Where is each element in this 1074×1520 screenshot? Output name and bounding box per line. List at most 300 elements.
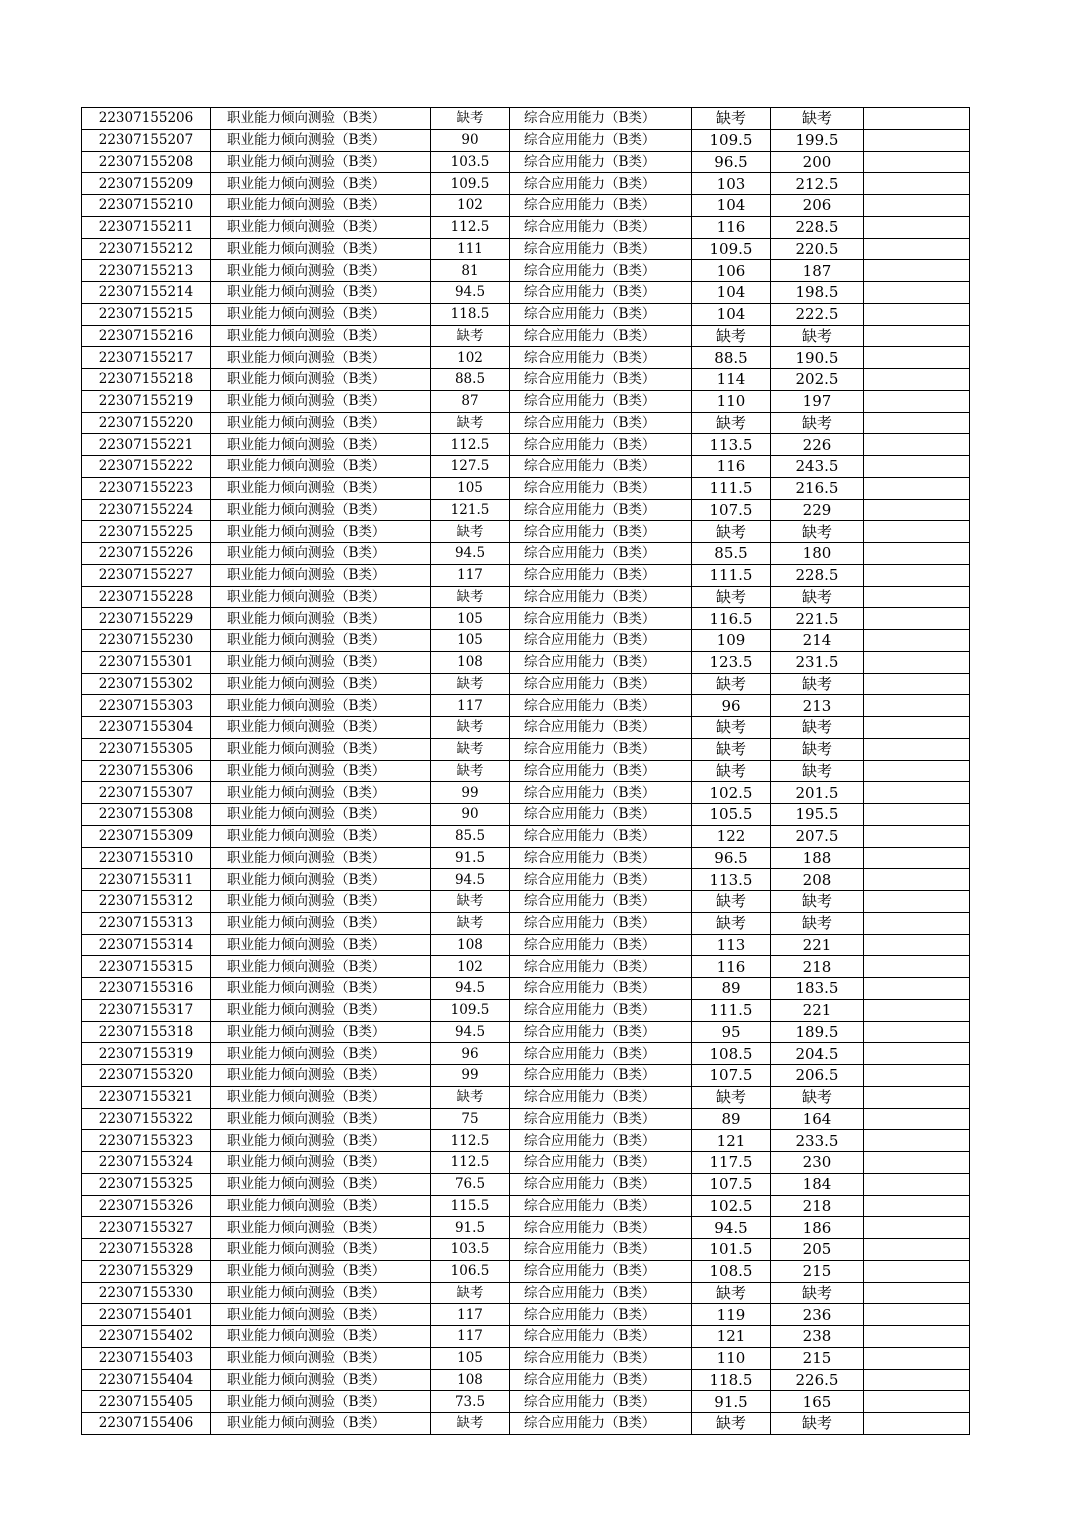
score2-cell: 103: [692, 173, 771, 195]
score2-cell: 105.5: [692, 804, 771, 826]
subject1-cell: 职业能力倾向测验（B类）: [211, 1239, 431, 1261]
subject2-cell: 综合应用能力（B类）: [510, 586, 692, 608]
subject1-cell: 职业能力倾向测验（B类）: [211, 238, 431, 260]
table-row: [82, 1326, 970, 1348]
total-cell: 缺考: [771, 760, 864, 782]
score2-cell: 107.5: [692, 499, 771, 521]
subject2-cell: 综合应用能力（B类）: [510, 651, 692, 673]
remark-cell: [864, 956, 970, 978]
total-cell: 222.5: [771, 303, 864, 325]
score1-cell: 缺考: [431, 108, 510, 130]
score2-cell: 101.5: [692, 1239, 771, 1261]
total-cell: 221: [771, 999, 864, 1021]
exam-id-cell: 22307155309: [82, 825, 211, 847]
remark-cell: [864, 1195, 970, 1217]
subject1-cell: 职业能力倾向测验（B类）: [211, 521, 431, 543]
remark-cell: [864, 1217, 970, 1239]
subject1-cell: 职业能力倾向测验（B类）: [211, 1391, 431, 1413]
exam-id-cell: 22307155213: [82, 260, 211, 282]
remark-cell: [864, 1282, 970, 1304]
total-cell: 190.5: [771, 347, 864, 369]
table-row: [82, 1173, 970, 1195]
table-row: [82, 369, 970, 391]
subject2-cell: 综合应用能力（B类）: [510, 1304, 692, 1326]
score2-cell: 缺考: [692, 738, 771, 760]
table-row: [82, 1304, 970, 1326]
exam-id-cell: 22307155225: [82, 521, 211, 543]
remark-cell: [864, 369, 970, 391]
score1-cell: 87: [431, 390, 510, 412]
score2-cell: 缺考: [692, 586, 771, 608]
total-cell: 230: [771, 1152, 864, 1174]
subject2-cell: 综合应用能力（B类）: [510, 434, 692, 456]
exam-id-cell: 22307155322: [82, 1108, 211, 1130]
score2-cell: 91.5: [692, 1391, 771, 1413]
subject1-cell: 职业能力倾向测验（B类）: [211, 1043, 431, 1065]
score2-cell: 107.5: [692, 1173, 771, 1195]
score1-cell: 108: [431, 651, 510, 673]
remark-cell: [864, 1260, 970, 1282]
total-cell: 213: [771, 695, 864, 717]
subject1-cell: 职业能力倾向测验（B类）: [211, 717, 431, 739]
remark-cell: [864, 738, 970, 760]
subject1-cell: 职业能力倾向测验（B类）: [211, 1108, 431, 1130]
total-cell: 206: [771, 195, 864, 217]
subject2-cell: 综合应用能力（B类）: [510, 216, 692, 238]
subject2-cell: 综合应用能力（B类）: [510, 1152, 692, 1174]
exam-id-cell: 22307155329: [82, 1260, 211, 1282]
total-cell: 236: [771, 1304, 864, 1326]
exam-id-cell: 22307155227: [82, 564, 211, 586]
subject1-cell: 职业能力倾向测验（B类）: [211, 195, 431, 217]
score1-cell: 112.5: [431, 434, 510, 456]
subject2-cell: 综合应用能力（B类）: [510, 238, 692, 260]
subject2-cell: 综合应用能力（B类）: [510, 521, 692, 543]
table-row: [82, 499, 970, 521]
remark-cell: [864, 434, 970, 456]
score2-cell: 116: [692, 216, 771, 238]
table-row: [82, 891, 970, 913]
subject1-cell: 职业能力倾向测验（B类）: [211, 1217, 431, 1239]
total-cell: 221: [771, 934, 864, 956]
exam-id-cell: 22307155211: [82, 216, 211, 238]
subject1-cell: 职业能力倾向测验（B类）: [211, 760, 431, 782]
table-row: [82, 651, 970, 673]
table-row: [82, 108, 970, 130]
remark-cell: [864, 1043, 970, 1065]
score1-cell: 105: [431, 477, 510, 499]
total-cell: 187: [771, 260, 864, 282]
score2-cell: 94.5: [692, 1217, 771, 1239]
total-cell: 215: [771, 1260, 864, 1282]
total-cell: 205: [771, 1239, 864, 1261]
exam-id-cell: 22307155303: [82, 695, 211, 717]
total-cell: 缺考: [771, 412, 864, 434]
subject1-cell: 职业能力倾向测验（B类）: [211, 1369, 431, 1391]
subject1-cell: 职业能力倾向测验（B类）: [211, 456, 431, 478]
total-cell: 缺考: [771, 108, 864, 130]
score1-cell: 115.5: [431, 1195, 510, 1217]
total-cell: 221.5: [771, 608, 864, 630]
score1-cell: 缺考: [431, 891, 510, 913]
table-row: [82, 195, 970, 217]
subject2-cell: 综合应用能力（B类）: [510, 173, 692, 195]
subject1-cell: 职业能力倾向测验（B类）: [211, 543, 431, 565]
subject2-cell: 综合应用能力（B类）: [510, 1173, 692, 1195]
table-row: [82, 1130, 970, 1152]
subject1-cell: 职业能力倾向测验（B类）: [211, 891, 431, 913]
score2-cell: 缺考: [692, 891, 771, 913]
exam-id-cell: 22307155215: [82, 303, 211, 325]
subject2-cell: 综合应用能力（B类）: [510, 1021, 692, 1043]
score1-cell: 73.5: [431, 1391, 510, 1413]
score1-cell: 75: [431, 1108, 510, 1130]
score2-cell: 109.5: [692, 129, 771, 151]
total-cell: 缺考: [771, 1086, 864, 1108]
subject2-cell: 综合应用能力（B类）: [510, 934, 692, 956]
score2-cell: 118.5: [692, 1369, 771, 1391]
score1-cell: 94.5: [431, 869, 510, 891]
subject2-cell: 综合应用能力（B类）: [510, 1347, 692, 1369]
remark-cell: [864, 1065, 970, 1087]
score1-cell: 缺考: [431, 325, 510, 347]
exam-id-cell: 22307155313: [82, 912, 211, 934]
remark-cell: [864, 717, 970, 739]
table-row: [82, 1021, 970, 1043]
score2-cell: 88.5: [692, 347, 771, 369]
exam-id-cell: 22307155218: [82, 369, 211, 391]
subject2-cell: 综合应用能力（B类）: [510, 477, 692, 499]
score2-cell: 104: [692, 282, 771, 304]
exam-id-cell: 22307155206: [82, 108, 211, 130]
score1-cell: 缺考: [431, 1086, 510, 1108]
exam-id-cell: 22307155404: [82, 1369, 211, 1391]
subject1-cell: 职业能力倾向测验（B类）: [211, 956, 431, 978]
subject2-cell: 综合应用能力（B类）: [510, 1413, 692, 1435]
subject2-cell: 综合应用能力（B类）: [510, 1369, 692, 1391]
exam-id-cell: 22307155307: [82, 782, 211, 804]
table-row: [82, 325, 970, 347]
table-row: [82, 1347, 970, 1369]
subject1-cell: 职业能力倾向测验（B类）: [211, 673, 431, 695]
score-table: [81, 107, 970, 1435]
subject1-cell: 职业能力倾向测验（B类）: [211, 1065, 431, 1087]
table-row: [82, 1152, 970, 1174]
subject2-cell: 综合应用能力（B类）: [510, 847, 692, 869]
subject2-cell: 综合应用能力（B类）: [510, 1326, 692, 1348]
subject2-cell: 综合应用能力（B类）: [510, 1217, 692, 1239]
score1-cell: 缺考: [431, 673, 510, 695]
score1-cell: 102: [431, 195, 510, 217]
table-row: [82, 1065, 970, 1087]
score2-cell: 113.5: [692, 434, 771, 456]
subject1-cell: 职业能力倾向测验（B类）: [211, 260, 431, 282]
score1-cell: 缺考: [431, 717, 510, 739]
score2-cell: 107.5: [692, 1065, 771, 1087]
score1-cell: 缺考: [431, 1282, 510, 1304]
score1-cell: 94.5: [431, 282, 510, 304]
score2-cell: 109.5: [692, 238, 771, 260]
total-cell: 204.5: [771, 1043, 864, 1065]
subject2-cell: 综合应用能力（B类）: [510, 1043, 692, 1065]
subject2-cell: 综合应用能力（B类）: [510, 782, 692, 804]
table-row: [82, 543, 970, 565]
subject1-cell: 职业能力倾向测验（B类）: [211, 782, 431, 804]
subject1-cell: 职业能力倾向测验（B类）: [211, 999, 431, 1021]
remark-cell: [864, 282, 970, 304]
remark-cell: [864, 216, 970, 238]
table-row: [82, 1260, 970, 1282]
remark-cell: [864, 564, 970, 586]
table-row: [82, 956, 970, 978]
score2-cell: 111.5: [692, 564, 771, 586]
subject2-cell: 综合应用能力（B类）: [510, 891, 692, 913]
remark-cell: [864, 499, 970, 521]
total-cell: 164: [771, 1108, 864, 1130]
exam-id-cell: 22307155216: [82, 325, 211, 347]
total-cell: 缺考: [771, 1282, 864, 1304]
score1-cell: 127.5: [431, 456, 510, 478]
score2-cell: 113.5: [692, 869, 771, 891]
total-cell: 195.5: [771, 804, 864, 826]
table-row: [82, 216, 970, 238]
table-row: [82, 1282, 970, 1304]
total-cell: 218: [771, 956, 864, 978]
remark-cell: [864, 608, 970, 630]
remark-cell: [864, 1086, 970, 1108]
total-cell: 214: [771, 630, 864, 652]
table-row: [82, 521, 970, 543]
subject1-cell: 职业能力倾向测验（B类）: [211, 1260, 431, 1282]
table-row: [82, 1086, 970, 1108]
exam-id-cell: 22307155308: [82, 804, 211, 826]
score1-cell: 缺考: [431, 1413, 510, 1435]
subject2-cell: 综合应用能力（B类）: [510, 1130, 692, 1152]
total-cell: 231.5: [771, 651, 864, 673]
remark-cell: [864, 630, 970, 652]
total-cell: 缺考: [771, 325, 864, 347]
exam-id-cell: 22307155222: [82, 456, 211, 478]
remark-cell: [864, 1347, 970, 1369]
score2-cell: 123.5: [692, 651, 771, 673]
table-row: [82, 1391, 970, 1413]
total-cell: 215: [771, 1347, 864, 1369]
subject1-cell: 职业能力倾向测验（B类）: [211, 978, 431, 1000]
remark-cell: [864, 303, 970, 325]
total-cell: 184: [771, 1173, 864, 1195]
subject2-cell: 综合应用能力（B类）: [510, 303, 692, 325]
score2-cell: 104: [692, 303, 771, 325]
remark-cell: [864, 1239, 970, 1261]
score1-cell: 102: [431, 956, 510, 978]
remark-cell: [864, 1173, 970, 1195]
table-row: [82, 1413, 970, 1435]
subject2-cell: 综合应用能力（B类）: [510, 151, 692, 173]
score1-cell: 105: [431, 1347, 510, 1369]
score2-cell: 89: [692, 1108, 771, 1130]
score1-cell: 112.5: [431, 1130, 510, 1152]
exam-id-cell: 22307155312: [82, 891, 211, 913]
total-cell: 226.5: [771, 1369, 864, 1391]
score2-cell: 116: [692, 956, 771, 978]
score1-cell: 缺考: [431, 586, 510, 608]
subject1-cell: 职业能力倾向测验（B类）: [211, 1413, 431, 1435]
table-row: [82, 804, 970, 826]
subject2-cell: 综合应用能力（B类）: [510, 1391, 692, 1413]
total-cell: 208: [771, 869, 864, 891]
exam-id-cell: 22307155323: [82, 1130, 211, 1152]
score1-cell: 缺考: [431, 738, 510, 760]
subject2-cell: 综合应用能力（B类）: [510, 543, 692, 565]
subject1-cell: 职业能力倾向测验（B类）: [211, 869, 431, 891]
exam-id-cell: 22307155401: [82, 1304, 211, 1326]
subject1-cell: 职业能力倾向测验（B类）: [211, 325, 431, 347]
subject1-cell: 职业能力倾向测验（B类）: [211, 282, 431, 304]
score2-cell: 110: [692, 390, 771, 412]
subject2-cell: 综合应用能力（B类）: [510, 108, 692, 130]
exam-id-cell: 22307155301: [82, 651, 211, 673]
remark-cell: [864, 173, 970, 195]
subject2-cell: 综合应用能力（B类）: [510, 999, 692, 1021]
score2-cell: 缺考: [692, 108, 771, 130]
subject1-cell: 职业能力倾向测验（B类）: [211, 1173, 431, 1195]
table-row: [82, 695, 970, 717]
subject2-cell: 综合应用能力（B类）: [510, 1086, 692, 1108]
exam-id-cell: 22307155324: [82, 1152, 211, 1174]
score2-cell: 95: [692, 1021, 771, 1043]
table-row: [82, 847, 970, 869]
subject2-cell: 综合应用能力（B类）: [510, 630, 692, 652]
total-cell: 183.5: [771, 978, 864, 1000]
subject2-cell: 综合应用能力（B类）: [510, 564, 692, 586]
score1-cell: 91.5: [431, 1217, 510, 1239]
subject2-cell: 综合应用能力（B类）: [510, 195, 692, 217]
score1-cell: 91.5: [431, 847, 510, 869]
remark-cell: [864, 456, 970, 478]
score2-cell: 缺考: [692, 717, 771, 739]
total-cell: 218: [771, 1195, 864, 1217]
score1-cell: 105: [431, 630, 510, 652]
subject2-cell: 综合应用能力（B类）: [510, 1260, 692, 1282]
subject1-cell: 职业能力倾向测验（B类）: [211, 499, 431, 521]
exam-id-cell: 22307155209: [82, 173, 211, 195]
total-cell: 199.5: [771, 129, 864, 151]
subject1-cell: 职业能力倾向测验（B类）: [211, 1195, 431, 1217]
exam-id-cell: 22307155230: [82, 630, 211, 652]
score1-cell: 缺考: [431, 412, 510, 434]
subject1-cell: 职业能力倾向测验（B类）: [211, 390, 431, 412]
exam-id-cell: 22307155315: [82, 956, 211, 978]
subject1-cell: 职业能力倾向测验（B类）: [211, 847, 431, 869]
score2-cell: 116.5: [692, 608, 771, 630]
exam-id-cell: 22307155326: [82, 1195, 211, 1217]
subject1-cell: 职业能力倾向测验（B类）: [211, 912, 431, 934]
exam-id-cell: 22307155219: [82, 390, 211, 412]
remark-cell: [864, 586, 970, 608]
score1-cell: 103.5: [431, 151, 510, 173]
score1-cell: 缺考: [431, 912, 510, 934]
subject1-cell: 职业能力倾向测验（B类）: [211, 434, 431, 456]
table-row: [82, 869, 970, 891]
score1-cell: 108: [431, 1369, 510, 1391]
score2-cell: 114: [692, 369, 771, 391]
subject1-cell: 职业能力倾向测验（B类）: [211, 303, 431, 325]
table-row: [82, 912, 970, 934]
exam-id-cell: 22307155314: [82, 934, 211, 956]
total-cell: 228.5: [771, 564, 864, 586]
exam-id-cell: 22307155229: [82, 608, 211, 630]
total-cell: 220.5: [771, 238, 864, 260]
exam-id-cell: 22307155311: [82, 869, 211, 891]
table-row: [82, 1195, 970, 1217]
subject2-cell: 综合应用能力（B类）: [510, 347, 692, 369]
remark-cell: [864, 825, 970, 847]
score1-cell: 88.5: [431, 369, 510, 391]
exam-id-cell: 22307155318: [82, 1021, 211, 1043]
remark-cell: [864, 804, 970, 826]
subject1-cell: 职业能力倾向测验（B类）: [211, 695, 431, 717]
remark-cell: [864, 651, 970, 673]
subject2-cell: 综合应用能力（B类）: [510, 369, 692, 391]
remark-cell: [864, 934, 970, 956]
score1-cell: 94.5: [431, 1021, 510, 1043]
score1-cell: 109.5: [431, 999, 510, 1021]
subject2-cell: 综合应用能力（B类）: [510, 695, 692, 717]
table-row: [82, 151, 970, 173]
table-row: [82, 456, 970, 478]
remark-cell: [864, 695, 970, 717]
exam-id-cell: 22307155217: [82, 347, 211, 369]
remark-cell: [864, 543, 970, 565]
subject1-cell: 职业能力倾向测验（B类）: [211, 1326, 431, 1348]
subject2-cell: 综合应用能力（B类）: [510, 608, 692, 630]
score2-cell: 缺考: [692, 1086, 771, 1108]
remark-cell: [864, 477, 970, 499]
table-row: [82, 390, 970, 412]
remark-cell: [864, 1108, 970, 1130]
remark-cell: [864, 129, 970, 151]
total-cell: 186: [771, 1217, 864, 1239]
remark-cell: [864, 1130, 970, 1152]
total-cell: 238: [771, 1326, 864, 1348]
table-row: [82, 1369, 970, 1391]
score2-cell: 121: [692, 1326, 771, 1348]
score2-cell: 102.5: [692, 782, 771, 804]
score2-cell: 缺考: [692, 912, 771, 934]
remark-cell: [864, 412, 970, 434]
remark-cell: [864, 238, 970, 260]
total-cell: 201.5: [771, 782, 864, 804]
table-row: [82, 630, 970, 652]
remark-cell: [864, 912, 970, 934]
remark-cell: [864, 1369, 970, 1391]
total-cell: 缺考: [771, 1413, 864, 1435]
subject2-cell: 综合应用能力（B类）: [510, 825, 692, 847]
subject2-cell: 综合应用能力（B类）: [510, 499, 692, 521]
total-cell: 165: [771, 1391, 864, 1413]
exam-id-cell: 22307155319: [82, 1043, 211, 1065]
score1-cell: 76.5: [431, 1173, 510, 1195]
exam-id-cell: 22307155321: [82, 1086, 211, 1108]
table-row: [82, 260, 970, 282]
total-cell: 233.5: [771, 1130, 864, 1152]
subject2-cell: 综合应用能力（B类）: [510, 260, 692, 282]
score1-cell: 90: [431, 804, 510, 826]
score1-cell: 96: [431, 1043, 510, 1065]
total-cell: 207.5: [771, 825, 864, 847]
score2-cell: 96.5: [692, 151, 771, 173]
subject2-cell: 综合应用能力（B类）: [510, 978, 692, 1000]
